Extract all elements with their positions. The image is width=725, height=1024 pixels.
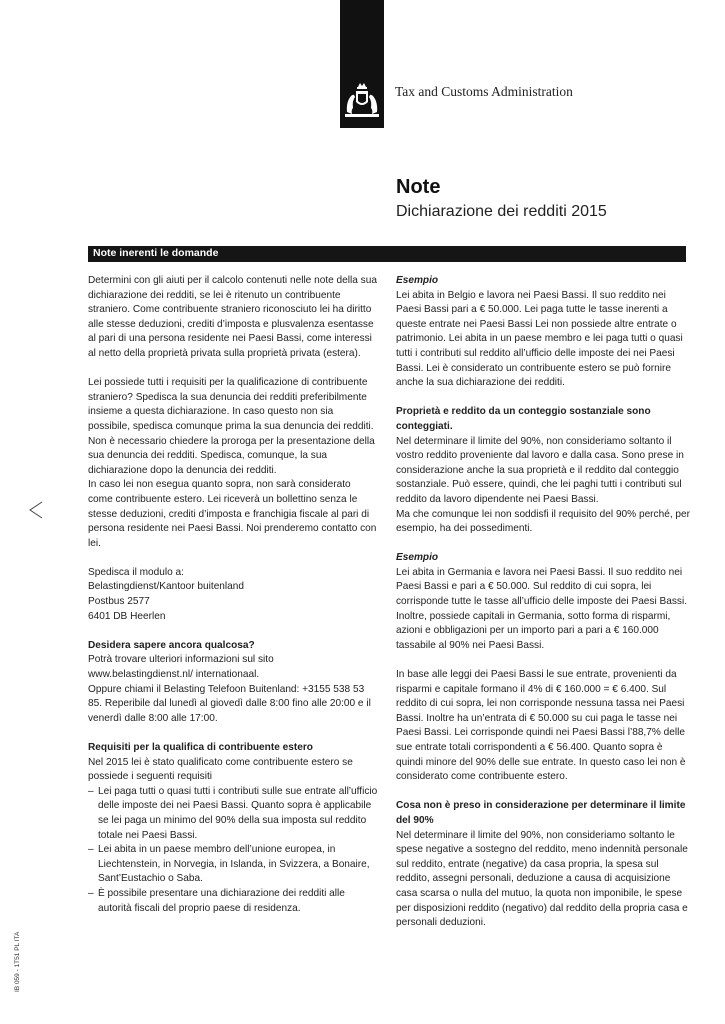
- form-code: IB 059 - 1T51 PL ITA: [14, 931, 21, 992]
- page-title: Note: [396, 176, 441, 198]
- property-text: Ma che comunque lei non soddisfi il requisito del 90% perché, per esempio, ha dei possedimenti.: [396, 508, 691, 535]
- property-text: Nel determinare il limite del 90%, non consideriamo soltanto il vostro reddito proveniente dal lavoro e dalla casa. Sono prese in considerazione anche la sua proprietà e il reddito dal conteggio sostanziale. Può essere, quindi, che lei paghi tutti i contributi sul reddito da lavoro dipendente nei Paesi Bassi.: [396, 435, 684, 505]
- excluded-heading: Cosa non è preso in considerazione per determinare il limite del 90%: [396, 800, 686, 826]
- example-text: Lei abita in Germania e lavora nei Paesi Bassi. Il suo reddito nei Paesi Bassi e pari a € 50.000. Sul reddito di cui sopra, lei corrisponde tutte le tasse all’ufficio delle imposte dei Paesi Bassi. Inoltre, possiede capitali in Germania, sotto forma di risparmi, azioni e obbligazioni per un importo pari a pari a € 160.000 tassabile al 90% nei Paesi Bassi.: [396, 566, 688, 651]
- requirements-list: [88, 785, 378, 916]
- agency-name: Tax and Customs Administration: [395, 84, 573, 99]
- example-calculation: In base alle leggi dei Paesi Bassi le sue entrate, provenienti da risparmi e capitale formano il 4% di € 160.000 = € 6.400. Sul reddito di cui sopra, lei non corrisponde nessuna tassa nei Paesi Bassi. Inoltre ha un’entrata di € 50.000 su cui paga le tasse nei Paesi Bassi. Lei corrisponde quindi nei Paesi Bassi l’88,7% delle sue entrate totali corrispondenti a € 56.400. Quanto sopra è quindi minore del 90% delle sue entrate. In questo caso lei non è considerato come contribuente estero.: [396, 669, 686, 783]
- list-item: – È possibile presentare una dichiarazione dei redditi alle autorità fiscali del proprio paese di residenza.: [88, 887, 378, 916]
- royal-coat-of-arms-icon: [342, 82, 382, 120]
- address-line: 6401 DB Heerlen: [88, 610, 166, 622]
- section-header-bar: [88, 246, 686, 262]
- example-label: Esempio: [396, 275, 439, 286]
- address-line: Belastingdienst/Kantoor buitenland: [88, 581, 245, 593]
- right-column: [396, 274, 691, 931]
- more-info-phone: Oppure chiami il Belasting Telefoon Buitenland: +3155 538 53 85. Reperibile dal lunedì al giovedì dalle 8:00 fino alle 20:00 e il venerdì dalle 8:00 alle 17:00.: [88, 683, 371, 724]
- requirements-paragraph: Lei possiede tutti i requisiti per la qualificazione di contribuente straniero? Spedisca la sua denuncia dei redditi preferibilmente insieme a questa dichiarazione. In caso questo non sia possibile, spedisca comunque prima la sua denuncia dei redditi. Non è necessario chiedere la proroga per la presentazione della sua denuncia dei redditi. Spedisca, comunque, la sua dichiarazione dopo la denuncia dei redditi.: [88, 377, 375, 476]
- requirements-heading: Requisiti per la qualifica di contribuente estero: [88, 742, 313, 753]
- list-item: – Lei paga tutti o quasi tutti i contributi sulle sue entrate all’ufficio delle imposte dei nei Paesi Bassi. Quanto sopra è applicabile se lei paga un minimo del 90% della sua imposta sul reddito totale nei Paesi Bassi.: [88, 785, 378, 843]
- more-info-website: Potrà trovare ulteriori informazioni sul sito www.belastingdienst.nl/ internationaal.: [88, 654, 274, 681]
- excluded-text: Nel determinare il limite del 90%, non consideriamo soltanto le spese negative a sostegno del reddito, meno indennità personale sul reddito, entrate (negative) da casa propria, la spesa sul reddito, assegni personali, deduzione a causa di acquisizione casa scarsa o nulla del mutuo, la quota non imponibile, le spese per disposizioni reddito (negativo) dal reddito della propria casa e personali deduzioni.: [396, 829, 688, 929]
- requirements-intro: Nel 2015 lei è stato qualificato come contribuente estero se possiede i seguenti requisiti: [88, 756, 353, 783]
- more-info-heading: Desidera sapere ancora qualcosa?: [88, 639, 255, 651]
- section-header-label: Note inerenti le domande: [93, 247, 219, 259]
- left-column: [88, 274, 378, 916]
- example-text: Lei abita in Belgio e lavora nei Paesi Bassi. Il suo reddito nei Paesi Bassi pari a € 50.000. Lei paga tutte le tasse inerenti a queste entrate nei Paesi Bassi Lei non possiede altre entrate o patrimonio. Lei abita in un paese membro e lei paga tutti o quasi tutti i contributi sul reddito all’ufficio delle imposte dei nei Paesi Bassi. Lei è considerato un contribuente estero se può fornire anche la sua dichiarazione dei redditi.: [396, 289, 683, 389]
- property-heading: Proprietà e reddito da un conteggio sostanziale sono conteggiati.: [396, 406, 651, 432]
- list-item: – Lei abita in un paese membro dell’unione europea, in Liechtenstein, in Norvegia, in Islanda, in Svizzera, a Bonaire, Sant’Eustachio o Saba.: [88, 843, 378, 887]
- address-intro: Spedisca il modulo a:: [88, 566, 184, 578]
- consequence-paragraph: In caso lei non esegua quanto sopra, non sarà considerato come contribuente estero. Lei riceverà un bollettino senza le stesse deduzioni, crediti d’imposta e franchigia fiscale al pari di persona residente nei Paesi Bassi. Noi prenderemo contatto con lei.: [88, 479, 377, 549]
- chevron-left-icon: [28, 500, 44, 520]
- address-line: Postbus 2577: [88, 596, 150, 608]
- example-label: Esempio: [396, 552, 439, 564]
- logo-bar: [340, 0, 384, 128]
- page-subtitle: Dichiarazione dei redditi 2015: [396, 203, 607, 220]
- intro-paragraph: Determini con gli aiuti per il calcolo contenuti nelle note della sua dichiarazione dei redditi, se lei è ritenuto un contribuente straniero. Come contribuente straniero riconosciuto lei ha diritto alle stesse deduzioni, crediti d’imposta e plusvalenza esentasse al pari di una persona residente nei Paesi Bassi, come interessi al netto della proprietà privata sulla proprietà privata (estera).: [88, 275, 377, 359]
